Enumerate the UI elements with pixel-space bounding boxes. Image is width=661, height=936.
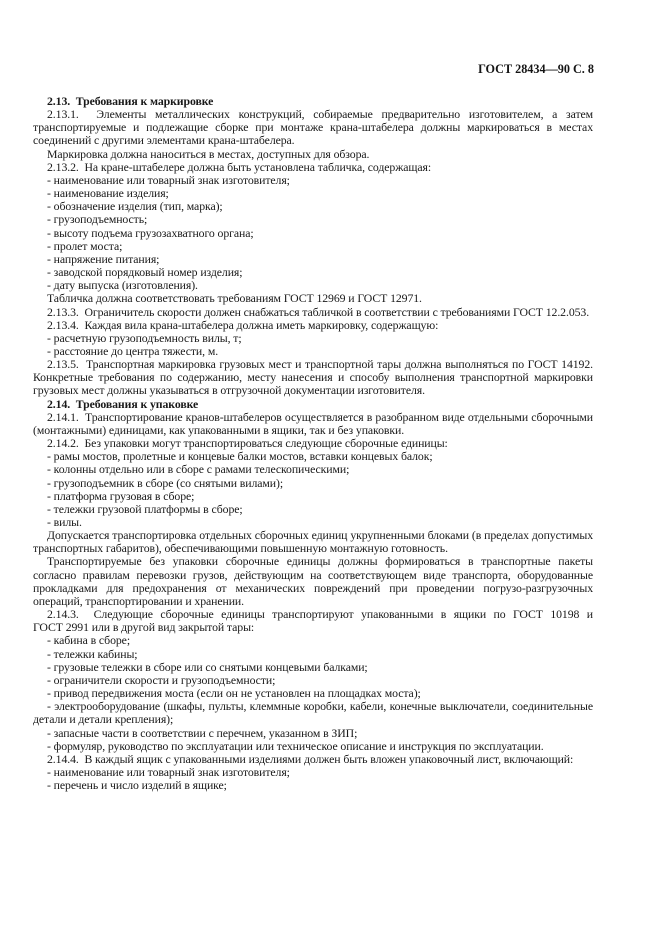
list-item: - платформа грузовая в сборе; — [47, 488, 195, 503]
paragraph: 2.13.2. На кране-штабелере должна быть установлена табличка, содержащая: — [47, 159, 432, 174]
list-item: - тележки кабины; — [47, 646, 138, 661]
list-item: - расстояние до центра тяжести, м. — [47, 343, 219, 358]
paragraph: 2.14.4. В каждый ящик с упакованными изделиями должен быть вложен упаковочный лист, включающий: — [47, 751, 574, 766]
list-item: - ограничители скорости и грузоподъемности; — [47, 672, 276, 687]
paragraph: 2.14.3. Следующие сборочные единицы транспортируют упакованными в ящики по ГОСТ 10198 и ГОСТ 2991 или в другой вид закрытой тары: — [33, 607, 593, 635]
list-item: - высоту подъема грузозахватного органа; — [47, 225, 254, 240]
list-item: - напряжение питания; — [47, 251, 160, 266]
paragraph: 2.13.5. Транспортная маркировка грузовых мест и транспортной тары должна выполняться по ГОСТ 14192. Конкретные требования по содержанию, месту нанесения и способу выполнения транспортной маркировки грузовых мест должны указываться в отгрузочной документации изготовителя. — [33, 357, 593, 398]
paragraph: 2.14.1. Транспортирование кранов-штабелеров осуществляется в разобранном виде отдельными сборочными (монтажными) единицами, как упакованными в ящики, так и без упаковки. — [33, 409, 593, 437]
paragraph: 2.13.4. Каждая вила крана-штабелера должна иметь маркировку, содержащую: — [47, 317, 439, 332]
list-item: - наименование изделия; — [47, 186, 169, 201]
list-item: - кабина в сборе; — [47, 633, 130, 648]
paragraph: 2.14.2. Без упаковки могут транспортироваться следующие сборочные единицы: — [47, 436, 448, 451]
list-item: - перечень и число изделий в ящике; — [47, 778, 227, 793]
list-item: - привод передвижения моста (если он не установлен на площадках моста); — [47, 686, 421, 701]
list-item: - расчетную грузоподъемность вилы, т; — [47, 330, 242, 345]
list-item: - наименование или товарный знак изготовителя; — [47, 764, 290, 779]
list-item: - грузоподъемность; — [47, 212, 148, 227]
document-content — [33, 95, 593, 792]
section-heading: 2.14. Требования к упаковке — [47, 396, 199, 411]
list-item: - наименование или товарный знак изготовителя; — [47, 172, 290, 187]
list-item: - вилы. — [47, 515, 82, 529]
list-item: - тележки грузовой платформы в сборе; — [47, 501, 243, 516]
paragraph: Транспортируемые без упаковки сборочные единицы должны формироваться в транспортные пакеты согласно правилам перевозки грузов, действующим на соответствующем виде транспорта, оборудованные прокладками для предохранения от механических повреждений при проведении погрузо-разгрузочных операций, транспортировании и хранении. — [33, 554, 593, 608]
list-item: - электрооборудование (шкафы, пульты, клеммные коробки, кабели, конечные выключатели, соединительные детали и детали крепления); — [33, 699, 593, 727]
list-item: - рамы мостов, пролетные и концевые балки мостов, вставки концевых балок; — [47, 449, 433, 464]
paragraph: Допускается транспортировка отдельных сборочных единиц укрупненными блоками (в пределах допустимых транспортных габаритов), обеспечивающими повышенную монтажную готовность. — [33, 528, 593, 556]
page-header-ref: ГОСТ 28434—90 С. 8 — [478, 62, 594, 76]
list-item: - пролет моста; — [47, 238, 123, 253]
list-item: - дату выпуска (изготовления). — [47, 278, 198, 293]
section-heading: 2.13. Требования к маркировке — [47, 94, 214, 108]
list-item: - грузовые тележки в сборе или со снятыми концевыми балками; — [47, 659, 368, 674]
list-item: - формуляр, руководство по эксплуатации или техническое описание и инструкция по эксплуатации. — [47, 738, 544, 753]
paragraph: Маркировка должна наноситься в местах, доступных для обзора. — [47, 146, 370, 161]
list-item: - заводской порядковый номер изделия; — [47, 265, 243, 280]
paragraph: Табличка должна соответствовать требованиям ГОСТ 12969 и ГОСТ 12971. — [47, 291, 422, 306]
list-item: - колонны отдельно или в сборе с рамами телескопическими; — [47, 462, 350, 477]
paragraph: 2.13.1. Элементы металлических конструкций, собираемые предварительно изготовителем, а затем транспортируемые и подлежащие сборке при монтаже крана-штабелера должны маркироваться в местах соединений с другими элементами крана-штабелера. — [33, 107, 593, 148]
list-item: - грузоподъемник в сборе (со снятыми вилами); — [47, 475, 283, 490]
paragraph: 2.13.3. Ограничитель скорости должен снабжаться табличкой в соответствии с требованиями ГОСТ 12.2.053. — [47, 304, 590, 319]
list-item: - обозначение изделия (тип, марка); — [47, 199, 223, 214]
list-item: - запасные части в соответствии с перечнем, указанном в ЗИП; — [47, 725, 358, 740]
